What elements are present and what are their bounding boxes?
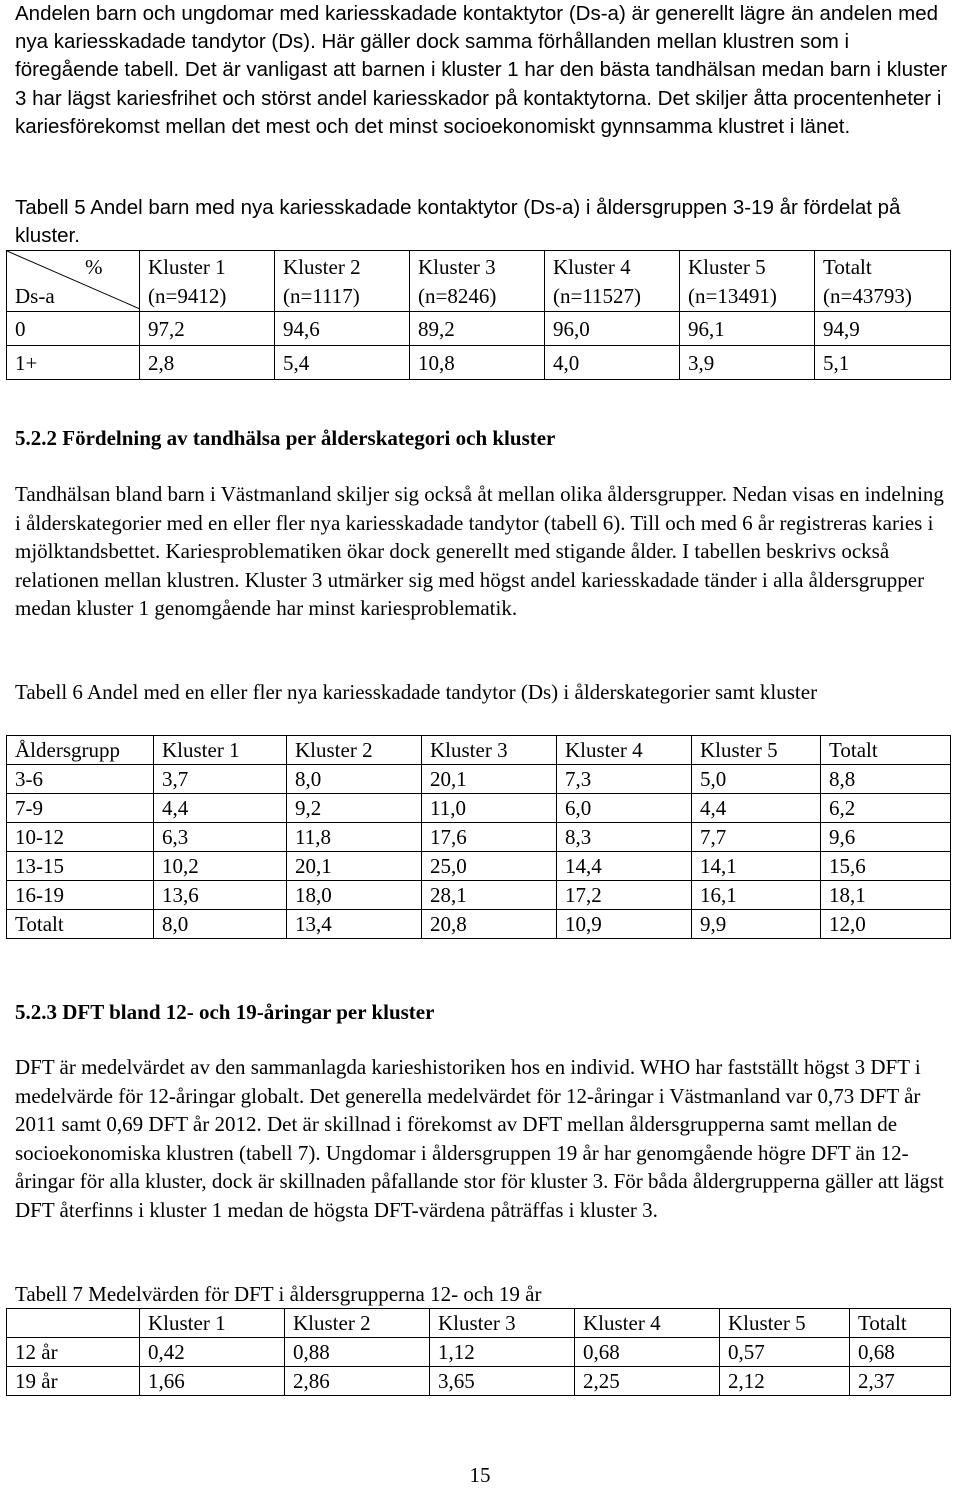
- table5-caption: Tabell 5 Andel barn med nya kariesskadade kontaktytor (Ds-a) i åldersgruppen 3-19 år fördelat på kluster.: [15, 196, 901, 248]
- table-cell: 25,0: [422, 852, 557, 881]
- table-cell: 94,9: [815, 312, 951, 346]
- table-cell: 28,1: [422, 881, 557, 910]
- table-row: [7, 881, 951, 910]
- table7: [6, 1308, 951, 1396]
- table-cell: 10,2: [154, 852, 287, 881]
- table-cell: Totalt: [7, 910, 154, 939]
- table-cell: 0,68: [850, 1338, 951, 1367]
- table-cell: 17,2: [557, 881, 692, 910]
- page-number: 15: [469, 1463, 491, 1487]
- table-row: [7, 910, 951, 939]
- table-cell: 6,0: [557, 794, 692, 823]
- table-header-cell: Kluster 3: [430, 1309, 575, 1338]
- table-cell: 12 år: [7, 1338, 140, 1367]
- corner-percent-label: %: [85, 255, 103, 279]
- table-row: [7, 346, 951, 380]
- intro-paragraph: Andelen barn och ungdomar med kariesskadade kontaktytor (Ds-a) är generellt lägre än andelen med nya kariesskadade tandytor (Ds). Här gäller dock samma förhållanden mellan klustren som i föregående tabell. Det är vanligast att barnen i kluster 1 har den bästa tandhälsan medan barn i kluster 3 har lägst kariesfrihet och störst andel kariesskador på kontaktytorna. Det skiljer åtta procentenheter i kariesförekomst mellan det mest och det minst socioekonomiskt gynnsamma klustret i länet.: [15, 2, 948, 138]
- table-cell: 14,4: [557, 852, 692, 881]
- table5-header-cell: Kluster 2 (n=1117): [275, 251, 410, 312]
- table-row: [7, 765, 951, 794]
- table-cell: 3-6: [7, 765, 154, 794]
- table5-header-cell: Kluster 1 (n=9412): [140, 251, 275, 312]
- table6: [6, 735, 951, 939]
- table-cell: 0,42: [140, 1338, 285, 1367]
- table-cell: 5,4: [275, 346, 410, 380]
- table-row: [7, 852, 951, 881]
- table-cell: 7,3: [557, 765, 692, 794]
- section-522-paragraph: Tandhälsan bland barn i Västmanland skiljer sig också åt mellan olika åldersgrupper. Nedan visas en indelning i ålderskategorier med en eller fler nya kariesskadade tandytor (tabell 6). Till och med 6 år registreras karies i mjölktandsbettet. Kariesproblematiken ökar dock generellt med stigande ålder. I tabellen beskrivs också relationen mellan klustren. Kluster 3 utmärker sig med högst andel kariesskadade tänder i alla åldersgrupper medan kluster 1 genomgående har minst kariesproblematik.: [15, 482, 944, 621]
- table-cell: 3,65: [430, 1367, 575, 1396]
- table-cell: 96,0: [545, 312, 680, 346]
- table-cell: 2,8: [140, 346, 275, 380]
- table-header-cell: Kluster 4: [575, 1309, 720, 1338]
- table-cell: 16-19: [7, 881, 154, 910]
- table6-caption: Tabell 6 Andel med en eller fler nya kariesskadade tandytor (Ds) i ålderskategorier samt kluster: [15, 680, 818, 704]
- table6-header-row: [7, 736, 951, 765]
- table-cell: 17,6: [422, 823, 557, 852]
- table-header-cell: Totalt: [821, 736, 951, 765]
- table-row: [7, 823, 951, 852]
- table-cell: 8,0: [287, 765, 422, 794]
- table5-header-cell: Totalt (n=43793): [815, 251, 951, 312]
- table-cell: 7-9: [7, 794, 154, 823]
- table-cell: 3,9: [680, 346, 815, 380]
- table-cell: 11,0: [422, 794, 557, 823]
- table7-header-row: [7, 1309, 951, 1338]
- corner-ds-a-label: Ds-a: [15, 284, 55, 308]
- table-cell: 8,3: [557, 823, 692, 852]
- table-header-cell: Åldersgrupp: [7, 736, 154, 765]
- table-cell: 4,4: [692, 794, 821, 823]
- table-cell: 4,0: [545, 346, 680, 380]
- table-cell: 10,9: [557, 910, 692, 939]
- table7-caption: Tabell 7 Medelvärden för DFT i åldersgrupperna 12- och 19 år: [15, 1282, 542, 1306]
- table-cell: 13,6: [154, 881, 287, 910]
- table-row: [7, 312, 951, 346]
- section-523-heading: 5.2.3 DFT bland 12- och 19-åringar per kluster: [15, 1000, 435, 1024]
- table-header-cell: Kluster 5: [692, 736, 821, 765]
- table5-header-cell: Kluster 5 (n=13491): [680, 251, 815, 312]
- table-row: [7, 1338, 951, 1367]
- table-cell: 0: [7, 312, 140, 346]
- table-cell: 18,1: [821, 881, 951, 910]
- table-cell: 16,1: [692, 881, 821, 910]
- table-header-cell: Totalt: [850, 1309, 951, 1338]
- table-cell: 20,8: [422, 910, 557, 939]
- table-cell: 18,0: [287, 881, 422, 910]
- table-cell: 2,37: [850, 1367, 951, 1396]
- table-header-cell: Kluster 2: [285, 1309, 430, 1338]
- table5-header-cell: Kluster 4 (n=11527): [545, 251, 680, 312]
- table-cell: 6,3: [154, 823, 287, 852]
- table-cell: 6,2: [821, 794, 951, 823]
- table-header-cell: Kluster 5: [720, 1309, 850, 1338]
- table-cell: 89,2: [410, 312, 545, 346]
- table-cell: 9,9: [692, 910, 821, 939]
- table-cell: 15,6: [821, 852, 951, 881]
- table-cell: 12,0: [821, 910, 951, 939]
- table-cell: 97,2: [140, 312, 275, 346]
- table-cell: 5,0: [692, 765, 821, 794]
- table-cell: 8,8: [821, 765, 951, 794]
- table-header-cell: Kluster 1: [154, 736, 287, 765]
- table-cell: 8,0: [154, 910, 287, 939]
- table-cell: 1+: [7, 346, 140, 380]
- table-header-cell: Kluster 1: [140, 1309, 285, 1338]
- table-cell: 1,66: [140, 1367, 285, 1396]
- table-cell: 3,7: [154, 765, 287, 794]
- table-cell: 20,1: [422, 765, 557, 794]
- table-cell: 2,86: [285, 1367, 430, 1396]
- table5-header-cell: Kluster 3 (n=8246): [410, 251, 545, 312]
- table-cell: 4,4: [154, 794, 287, 823]
- table5-corner-cell: [7, 251, 140, 312]
- table-row: [7, 1367, 951, 1396]
- table-cell: 9,2: [287, 794, 422, 823]
- table5: [6, 250, 951, 380]
- table-cell: 13,4: [287, 910, 422, 939]
- table-cell: 14,1: [692, 852, 821, 881]
- table-cell: 0,68: [575, 1338, 720, 1367]
- table-header-cell: Kluster 2: [287, 736, 422, 765]
- table-row: [7, 794, 951, 823]
- table-cell: 0,57: [720, 1338, 850, 1367]
- table-cell: 7,7: [692, 823, 821, 852]
- table-header-cell: Kluster 4: [557, 736, 692, 765]
- table-cell: 0,88: [285, 1338, 430, 1367]
- section-522-heading: 5.2.2 Fördelning av tandhälsa per ålderskategori och kluster: [15, 426, 556, 450]
- table-cell: 2,25: [575, 1367, 720, 1396]
- table-cell: 1,12: [430, 1338, 575, 1367]
- table-cell: 9,6: [821, 823, 951, 852]
- table-cell: 11,8: [287, 823, 422, 852]
- table-cell: 94,6: [275, 312, 410, 346]
- table-cell: 10-12: [7, 823, 154, 852]
- table-cell: 19 år: [7, 1367, 140, 1396]
- section-523-paragraph: DFT är medelvärdet av den sammanlagda karieshistoriken hos en individ. WHO har fastställt högst 3 DFT i medelvärde för 12-åringar globalt. Det generella medelvärdet för 12-åringar i Västmanland var 0,73 DFT år 2011 samt 0,69 DFT år 2012. Det är skillnad i förekomst av DFT mellan åldersgrupperna samt mellan de socioekonomiska klustren (tabell 7). Ungdomar i åldersgruppen 19 år har genomgående högre DFT än 12-åringar för alla kluster, dock är skillnaden påfallande stor för kluster 3. För båda åldergrupperna gäller att lägst DFT återfinns i kluster 1 medan de högsta DFT-värdena påträffas i kluster 3.: [15, 1055, 944, 1222]
- table5-header-row: [7, 251, 951, 312]
- table-cell: 2,12: [720, 1367, 850, 1396]
- table-cell: 5,1: [815, 346, 951, 380]
- table-cell: 20,1: [287, 852, 422, 881]
- table-cell: 13-15: [7, 852, 154, 881]
- table-header-cell: [7, 1309, 140, 1338]
- table-header-cell: Kluster 3: [422, 736, 557, 765]
- table-cell: 96,1: [680, 312, 815, 346]
- table-cell: 10,8: [410, 346, 545, 380]
